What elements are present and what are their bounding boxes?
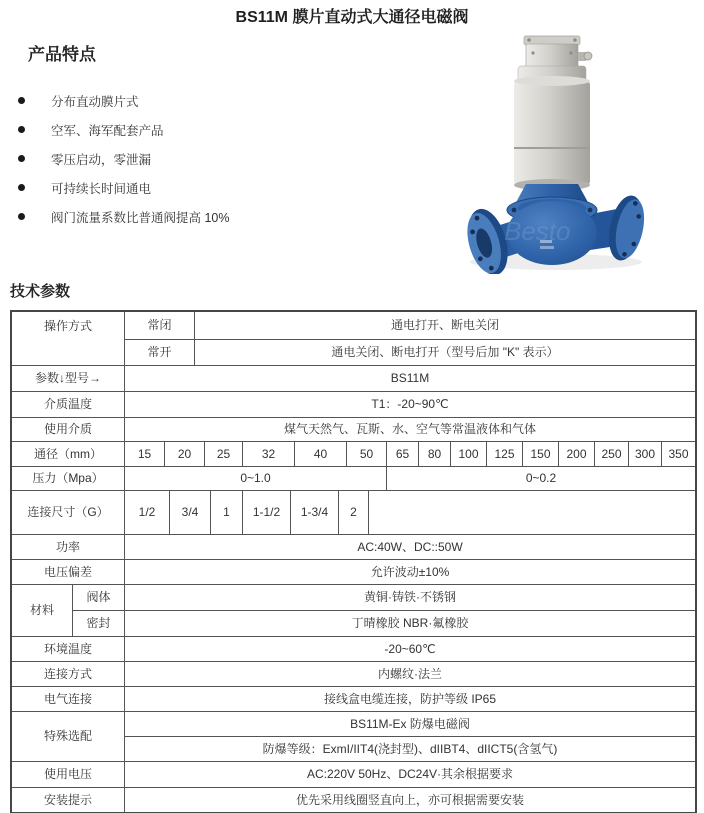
row-special-2: [125, 737, 695, 761]
row-operation: [12, 312, 695, 366]
cell-value: 黄铜·铸铁·不锈钢: [364, 590, 456, 604]
row-diameter: [12, 442, 695, 467]
cell-value: 接线盒电缆连接，防护等级 IP65: [323, 691, 497, 706]
diameter-cell: 100: [451, 442, 487, 466]
row-label: 特殊选配: [12, 712, 125, 761]
cell-value: 通电打开、断电关闭: [390, 318, 499, 332]
row-special-1: [125, 712, 695, 737]
cell-value: 通电关闭、断电打开（型号后加 "K" 表示）: [331, 345, 559, 359]
cell-value: 防爆等级：ExmI/IIT4(浇封型)、dIIBT4、dIICT5(含氢气): [262, 741, 558, 756]
cell-value: 煤气天然气、瓦斯、水、空气等常温液体和气体: [283, 422, 536, 436]
pressure-high: 0~0.2: [525, 471, 557, 485]
feature-text: 零压启动，零泄漏: [51, 152, 152, 167]
row-operation-no: [125, 340, 695, 365]
cell-value: 内螺纹·法兰: [378, 666, 442, 681]
diameter-cell: 200: [559, 442, 595, 466]
row-pressure: [12, 467, 695, 491]
diameter-cell: 15: [125, 442, 165, 466]
cell-value: 允许波动±10%: [370, 564, 450, 579]
row-connection-type: [12, 662, 695, 687]
cell-value: -20~60℃: [384, 641, 436, 656]
cell-value: BS11M: [390, 371, 430, 385]
list-item: [18, 173, 230, 202]
page-title: BS11M 膜片直动式大通径电磁阀: [235, 9, 469, 26]
row-voltage-tolerance: [12, 560, 695, 585]
row-operation-nc: [125, 312, 695, 340]
list-item: [18, 202, 230, 231]
cell-value: AC:220V 50Hz、DC24V·其余根据要求: [306, 767, 514, 781]
row-label: 功率: [12, 535, 125, 559]
row-label: 通径（mm）: [12, 442, 125, 466]
coil-cylinder: [514, 80, 590, 186]
feature-text: 阀门流量系数比普通阀提高 10%: [51, 210, 230, 225]
row-label: 压力（Mpa）: [12, 467, 125, 490]
size-cell: 1/2: [125, 491, 170, 534]
sub-label: 常闭: [125, 312, 195, 339]
size-cell: 1: [211, 491, 243, 534]
cell-value: 丁晴橡胶 NBR·氟橡胶: [351, 616, 469, 630]
row-material-body: [73, 585, 695, 611]
diameter-cell: 40: [295, 442, 347, 466]
row-label: 环境温度: [12, 637, 125, 661]
junction-box-lid: [524, 36, 580, 45]
row-label: 参数↓型号→: [12, 366, 125, 391]
spec-table: [10, 310, 697, 813]
row-medium: [12, 418, 695, 442]
row-material: [12, 585, 695, 637]
feature-text: 分布直动膜片式: [51, 94, 139, 109]
features-list: [18, 86, 230, 231]
row-label: 操作方式: [12, 312, 125, 365]
size-cell: 1-3/4: [291, 491, 339, 534]
row-label: 电气连接: [12, 687, 125, 711]
features-heading: 产品特点: [28, 45, 96, 64]
row-label: 材料: [12, 585, 73, 636]
row-electrical: [12, 687, 695, 712]
row-special: [12, 712, 695, 762]
bullet-icon: [18, 126, 25, 133]
row-install: [12, 788, 695, 812]
row-medium-temp: [12, 392, 695, 418]
row-param-header: [12, 366, 695, 392]
diameter-cell: 25: [205, 442, 243, 466]
row-label: 连接方式: [12, 662, 125, 686]
diameter-cell: 250: [595, 442, 629, 466]
diameter-cell: 50: [347, 442, 387, 466]
pressure-low: 0~1.0: [125, 467, 387, 490]
row-label: 使用电压: [12, 762, 125, 787]
right-flange: [603, 192, 649, 263]
size-cell: 1-1/2: [243, 491, 291, 534]
bullet-icon: [18, 184, 25, 191]
row-ambient-temp: [12, 637, 695, 662]
sub-label: 密封: [73, 611, 125, 636]
feature-text: 空军、海军配套产品: [51, 123, 164, 138]
diameter-cell: 350: [668, 446, 689, 461]
feature-text: 可持续长时间通电: [51, 181, 152, 196]
row-material-seal: [73, 611, 695, 636]
watermark-text: Besto: [504, 216, 571, 246]
diameter-cell: 80: [419, 442, 451, 466]
row-label: 使用介质: [12, 418, 125, 441]
sub-label: 常开: [125, 340, 195, 365]
row-label: 连接尺寸（G）: [12, 491, 125, 534]
list-item: [18, 86, 230, 115]
cell-value: AC:40W、DC::50W: [357, 539, 463, 554]
diameter-cell: 65: [387, 442, 419, 466]
row-voltage: [12, 762, 695, 788]
bullet-icon: [18, 213, 25, 220]
sub-label: 阀体: [73, 585, 125, 610]
valve-product-image: [452, 34, 662, 274]
diameter-cell: 150: [523, 442, 559, 466]
cell-value: 优先采用线圈竖直向上，亦可根据需要安装: [295, 792, 524, 807]
bullet-icon: [18, 97, 25, 104]
diameter-cell: 125: [487, 442, 523, 466]
cell-value: T1：-20~90℃: [371, 397, 449, 411]
specs-heading: 技术参数: [10, 283, 71, 300]
row-label: 电压偏差: [12, 560, 125, 584]
diameter-cell: 20: [165, 442, 205, 466]
row-power: [12, 535, 695, 560]
size-cell-empty: [369, 491, 695, 534]
diameter-cell: 32: [243, 442, 295, 466]
list-item: [18, 144, 230, 173]
size-cell: 2: [339, 491, 369, 534]
diameter-cell: 300: [629, 442, 662, 466]
list-item: [18, 115, 230, 144]
size-cell: 3/4: [170, 491, 211, 534]
cell-value: BS11M-Ex 防爆电磁阀: [350, 716, 470, 731]
bullet-icon: [18, 155, 25, 162]
row-label: 介质温度: [12, 392, 125, 417]
row-connection-size: [12, 491, 695, 535]
row-label: 安装提示: [12, 788, 125, 812]
